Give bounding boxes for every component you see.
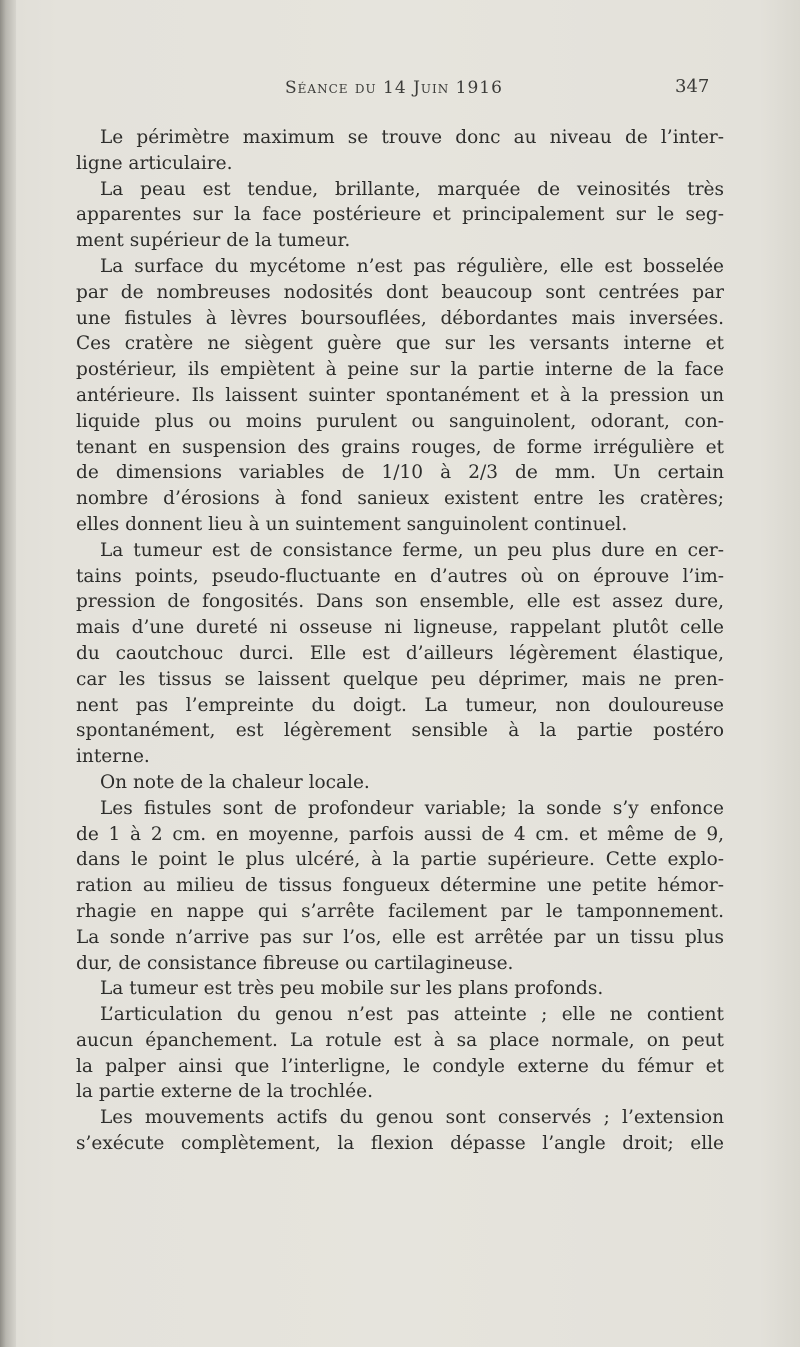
text-line: par de nombreuses nodosités dont beaucoup sont centrées par (76, 281, 724, 303)
text-line: ration au milieu de tissus fongueux détermine une petite hémor- (76, 875, 724, 897)
text-line: une fistules à lèvres boursouflées, débordantes mais inversées. (76, 307, 724, 329)
text-line: dans le point le plus ulcéré, à la partie supérieure. Cette explo- (76, 849, 724, 871)
text-line: liquide plus ou moins purulent ou sanguinolent, odorant, con- (76, 410, 724, 432)
text-line: car les tissus se laissent quelque peu déprimer, mais ne pren- (76, 668, 724, 690)
text-line: aucun épanchement. La rotule est à sa place normale, on peut (76, 1029, 724, 1051)
text-line: La peau est tendue, brillante, marquée de veinosités très (100, 178, 724, 200)
text-line: tains points, pseudo-fluctuante en d’autres où on éprouve l’im- (76, 565, 724, 587)
paragraph (76, 538, 724, 770)
text-line: L’articulation du genou n’est pas atteinte ; elle ne contient (100, 1004, 724, 1026)
paragraph (76, 770, 724, 796)
text-line: la partie externe de la trochlée. (76, 1081, 373, 1103)
text-line: On note de la chaleur locale. (100, 771, 370, 793)
paragraph (76, 125, 724, 177)
text-line: de 1 à 2 cm. en moyenne, parfois aussi de 4 cm. et même de 9, (76, 823, 724, 845)
page-header (0, 74, 800, 104)
paragraph (76, 976, 724, 1002)
text-line: La sonde n’arrive pas sur l’os, elle est arrêtée par un tissu plus (76, 926, 724, 948)
text-line: s’exécute complètement, la flexion dépasse l’angle droit; elle (76, 1133, 724, 1155)
text-line: postérieur, ils empiètent à peine sur la partie interne de la face (76, 359, 724, 381)
text-line: ligne articulaire. (76, 152, 233, 174)
text-line: tenant en suspension des grains rouges, de forme irrégulière et (76, 436, 724, 458)
text-line: apparentes sur la face postérieure et principalement sur le seg- (76, 204, 724, 226)
text-line: La tumeur est de consistance ferme, un peu plus dure en cer- (100, 539, 724, 561)
text-line: Les mouvements actifs du genou sont conservés ; l’extension (100, 1107, 724, 1129)
paragraph (76, 1105, 724, 1157)
text-line: Le périmètre maximum se trouve donc au niveau de l’inter- (100, 127, 724, 148)
text-line: elles donnent lieu à un suintement sanguinolent continuel. (76, 513, 628, 535)
text-line: rhagie en nappe qui s’arrête facilement par le tamponnement. (76, 900, 724, 922)
text-line: pression de fongosités. Dans son ensemble, elle est assez dure, (76, 591, 724, 613)
text-line: la palper ainsi que l’interligne, le condyle externe du fémur et (76, 1055, 724, 1077)
running-head: Séance du 14 Juin 1916 (285, 78, 503, 98)
paragraph (76, 796, 724, 977)
paragraph (76, 1002, 724, 1105)
text-line: nombre d’érosions à fond sanieux existent entre les cratères; (76, 488, 724, 510)
page-number: 347 (675, 76, 710, 97)
text-line: interne. (76, 746, 150, 768)
text-line: dur, de consistance fibreuse ou cartilagineuse. (76, 952, 514, 974)
body-text (76, 125, 724, 1157)
text-line: antérieure. Ils laissent suinter spontanément et à la pression un (76, 384, 724, 406)
page-binding-edge (0, 0, 16, 1347)
text-line: La surface du mycétome n’est pas régulière, elle est bosselée (100, 255, 724, 277)
text-line: Ces cratère ne siègent guère que sur les versants interne et (76, 333, 724, 355)
paragraph (76, 254, 724, 538)
text-line: La tumeur est très peu mobile sur les plans profonds. (100, 978, 604, 1000)
text-line: de dimensions variables de 1/10 à 2/3 de mm. Un certain (76, 462, 724, 484)
text-line: du caoutchouc durci. Elle est d’ailleurs légèrement élastique, (76, 642, 724, 664)
text-line: nent pas l’empreinte du doigt. La tumeur, non douloureuse (76, 694, 724, 716)
paragraph (76, 177, 724, 254)
text-line: Les fistules sont de profondeur variable; la sonde s’y enfonce (100, 797, 724, 819)
text-line: spontanément, est légèrement sensible à la partie postéro (76, 720, 724, 742)
text-line: ment supérieur de la tumeur. (76, 230, 351, 252)
text-line: mais d’une dureté ni osseuse ni ligneuse, rappelant plutôt celle (76, 617, 724, 639)
